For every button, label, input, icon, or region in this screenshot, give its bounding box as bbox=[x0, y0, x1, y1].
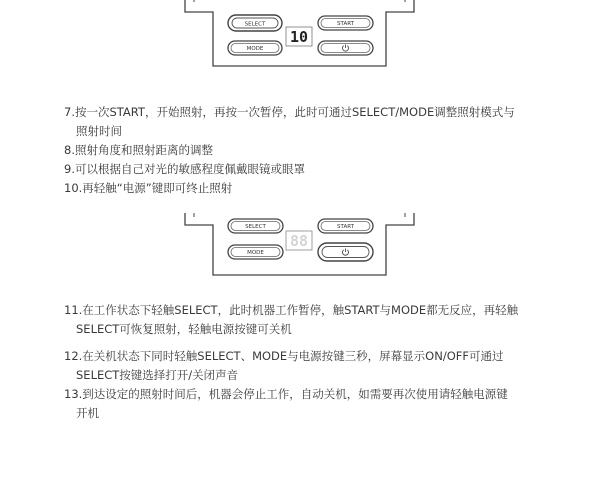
step-9 bbox=[64, 160, 564, 179]
step-13 bbox=[64, 385, 564, 423]
display-readout: 88 bbox=[289, 232, 309, 250]
power-icon bbox=[343, 249, 349, 256]
start-button-label: START bbox=[337, 224, 354, 230]
step-7-line2: 照射时间 bbox=[76, 124, 122, 138]
power-button[interactable] bbox=[318, 41, 373, 55]
step-11 bbox=[64, 301, 564, 339]
step-11-line2: SELECT可恢复照射，轻触电源按键可关机 bbox=[76, 322, 292, 336]
step-8 bbox=[64, 141, 564, 160]
step-12-line1: 12.在关机状态下同时轻触SELECT、MODE与电源按键三秒，屏幕显示ON/OFF可通过 bbox=[64, 349, 504, 363]
select-button-label: SELECT bbox=[245, 224, 266, 230]
display-screen bbox=[286, 27, 312, 46]
step-8-line1: 8.照射角度和照射距离的调整 bbox=[64, 143, 213, 157]
start-button[interactable] bbox=[318, 16, 373, 30]
control-panel-diagram-2 bbox=[0, 205, 600, 283]
step-13-line2: 开机 bbox=[76, 406, 99, 420]
power-icon bbox=[343, 45, 349, 52]
step-10 bbox=[64, 179, 564, 198]
select-button-label: SELECT bbox=[244, 21, 266, 28]
control-panel-diagram-1 bbox=[0, 0, 600, 80]
step-11-line1: 11.在工作状态下轻触SELECT，此时机器工作暂停，触START与MODE都无反应，再轻触 bbox=[64, 303, 519, 317]
display-screen bbox=[286, 231, 312, 250]
select-button[interactable] bbox=[228, 15, 282, 31]
step-7-line1: 7.按一次START，开始照射，再按一次暂停，此时可通过SELECT/MODE调整照射模式与 bbox=[64, 105, 515, 119]
step-12-line2: SELECT按键选择打开/关闭声音 bbox=[76, 368, 239, 382]
mode-button[interactable] bbox=[228, 245, 283, 259]
mode-button-label: MODE bbox=[247, 250, 264, 256]
start-button-label: START bbox=[337, 21, 354, 27]
step-13-line1: 13.到达设定的照射时间后，机器会停止工作，自动关机，如需要再次使用请轻触电源键 bbox=[64, 387, 508, 401]
mode-button-label: MODE bbox=[246, 46, 264, 52]
step-12 bbox=[64, 347, 564, 385]
display-readout: 10 bbox=[289, 28, 309, 46]
start-button[interactable] bbox=[318, 219, 373, 233]
step-10-line1: 10.再轻触“电源”键即可终止照射 bbox=[64, 181, 233, 195]
mode-button[interactable] bbox=[228, 41, 282, 55]
power-button[interactable] bbox=[318, 243, 373, 261]
select-button[interactable] bbox=[228, 219, 283, 233]
step-7 bbox=[64, 103, 564, 141]
step-9-line1: 9.可以根据自己对光的敏感程度佩戴眼镜或眼罩 bbox=[64, 162, 305, 176]
